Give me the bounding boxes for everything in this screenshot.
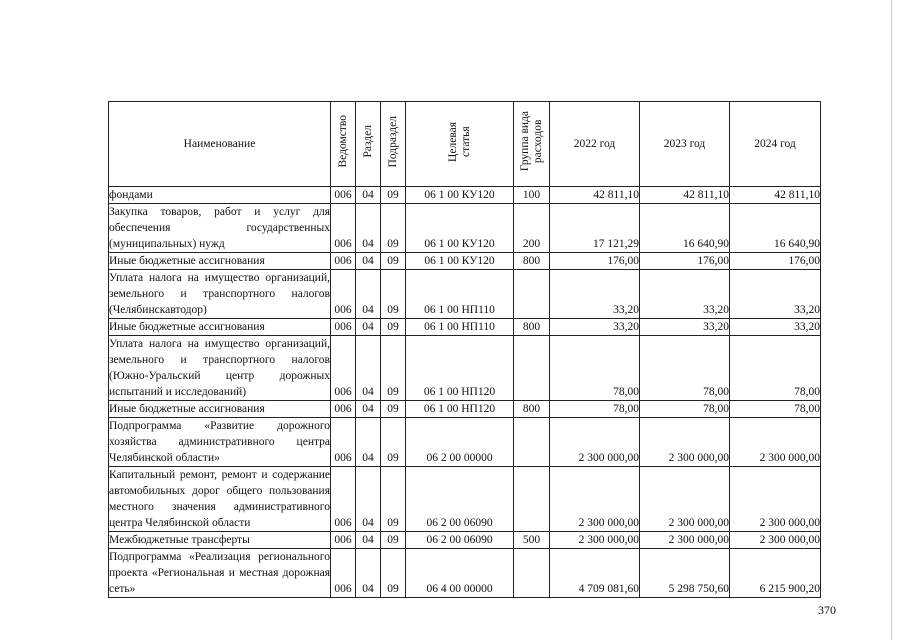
cell-y2023: 33,20 — [640, 319, 730, 336]
cell-section: 04 — [356, 418, 381, 467]
cell-section: 04 — [356, 532, 381, 549]
cell-dept: 006 — [331, 467, 356, 532]
cell-name: Закупка товаров, работ и услуг для обеспечения государственных (муниципальных) нужд — [109, 204, 331, 253]
cell-subsection: 09 — [381, 319, 406, 336]
cell-subsection: 09 — [381, 253, 406, 270]
cell-section: 04 — [356, 187, 381, 204]
cell-target: 06 4 00 00000 — [406, 549, 514, 598]
cell-target: 06 1 00 НП120 — [406, 401, 514, 418]
cell-target: 06 2 00 06090 — [406, 467, 514, 532]
scan-edge-line — [891, 0, 892, 640]
cell-y2024: 2 300 000,00 — [730, 532, 821, 549]
cell-y2023: 2 300 000,00 — [640, 418, 730, 467]
cell-name: Подпрограмма «Развитие дорожного хозяйства административного центра Челябинской области» — [109, 418, 331, 467]
cell-target: 06 1 00 НП120 — [406, 336, 514, 401]
cell-section: 04 — [356, 336, 381, 401]
cell-y2022: 4 709 081,60 — [550, 549, 640, 598]
cell-y2022: 17 121,29 — [550, 204, 640, 253]
cell-y2023: 78,00 — [640, 336, 730, 401]
cell-y2022: 78,00 — [550, 401, 640, 418]
header-2024: 2024 год — [730, 102, 821, 187]
table-row — [109, 549, 821, 598]
cell-subsection: 09 — [381, 270, 406, 319]
cell-section: 04 — [356, 204, 381, 253]
cell-group: 800 — [514, 401, 550, 418]
table-row — [109, 336, 821, 401]
cell-name: Уплата налога на имущество организаций, земельного и транспортного налогов (Южно-Уральский центр дорожных испытаний и исследований) — [109, 336, 331, 401]
cell-group: 500 — [514, 532, 550, 549]
cell-section: 04 — [356, 467, 381, 532]
cell-target: 06 2 00 06090 — [406, 532, 514, 549]
cell-name: Иные бюджетные ассигнования — [109, 401, 331, 418]
header-target: Целевая статья — [406, 102, 514, 187]
cell-name: Иные бюджетные ассигнования — [109, 319, 331, 336]
cell-y2022: 2 300 000,00 — [550, 418, 640, 467]
cell-y2023: 78,00 — [640, 401, 730, 418]
cell-y2024: 6 215 900,20 — [730, 549, 821, 598]
cell-group — [514, 467, 550, 532]
cell-dept: 006 — [331, 401, 356, 418]
cell-target: 06 1 00 КУ120 — [406, 204, 514, 253]
cell-section: 04 — [356, 319, 381, 336]
cell-name: Межбюджетные трансферты — [109, 532, 331, 549]
cell-group: 800 — [514, 253, 550, 270]
cell-group: 200 — [514, 204, 550, 253]
cell-y2024: 78,00 — [730, 336, 821, 401]
cell-name: Уплата налога на имущество организаций, земельного и транспортного налогов (Челябинскавтодор) — [109, 270, 331, 319]
cell-y2023: 176,00 — [640, 253, 730, 270]
table-row — [109, 418, 821, 467]
table-row — [109, 187, 821, 204]
cell-y2024: 2 300 000,00 — [730, 418, 821, 467]
cell-subsection: 09 — [381, 187, 406, 204]
table-row — [109, 467, 821, 532]
cell-target: 06 1 00 КУ120 — [406, 253, 514, 270]
cell-y2024: 176,00 — [730, 253, 821, 270]
cell-section: 04 — [356, 549, 381, 598]
cell-y2024: 42 811,10 — [730, 187, 821, 204]
table-row — [109, 204, 821, 253]
table-row — [109, 532, 821, 549]
cell-dept: 006 — [331, 187, 356, 204]
cell-y2023: 16 640,90 — [640, 204, 730, 253]
cell-target: 06 1 00 НП110 — [406, 319, 514, 336]
cell-target: 06 1 00 НП110 — [406, 270, 514, 319]
cell-name: Подпрограмма «Реализация регионального проекта «Региональная и местная дорожная сеть» — [109, 549, 331, 598]
page-number: 370 — [818, 603, 836, 617]
header-subsection: Подраздел — [381, 102, 406, 187]
cell-group — [514, 270, 550, 319]
cell-y2022: 33,20 — [550, 270, 640, 319]
cell-subsection: 09 — [381, 467, 406, 532]
cell-dept: 006 — [331, 336, 356, 401]
cell-y2022: 176,00 — [550, 253, 640, 270]
cell-dept: 006 — [331, 418, 356, 467]
cell-section: 04 — [356, 270, 381, 319]
cell-dept: 006 — [331, 204, 356, 253]
cell-dept: 006 — [331, 270, 356, 319]
cell-y2024: 2 300 000,00 — [730, 467, 821, 532]
cell-dept: 006 — [331, 532, 356, 549]
cell-y2022: 42 811,10 — [550, 187, 640, 204]
cell-y2024: 33,20 — [730, 319, 821, 336]
cell-y2023: 2 300 000,00 — [640, 467, 730, 532]
cell-y2022: 33,20 — [550, 319, 640, 336]
cell-y2023: 2 300 000,00 — [640, 532, 730, 549]
cell-target: 06 1 00 КУ120 — [406, 187, 514, 204]
header-name: Наименование — [109, 102, 331, 187]
cell-group — [514, 549, 550, 598]
cell-y2022: 2 300 000,00 — [550, 467, 640, 532]
cell-name: Капитальный ремонт, ремонт и содержание автомобильных дорог общего пользования местного значения административного центра Челябинской области — [109, 467, 331, 532]
cell-name: Иные бюджетные ассигнования — [109, 253, 331, 270]
cell-group — [514, 418, 550, 467]
cell-subsection: 09 — [381, 336, 406, 401]
cell-section: 04 — [356, 401, 381, 418]
cell-group — [514, 336, 550, 401]
cell-subsection: 09 — [381, 532, 406, 549]
header-section: Раздел — [356, 102, 381, 187]
cell-y2023: 33,20 — [640, 270, 730, 319]
cell-group: 800 — [514, 319, 550, 336]
cell-subsection: 09 — [381, 401, 406, 418]
cell-subsection: 09 — [381, 549, 406, 598]
cell-dept: 006 — [331, 319, 356, 336]
cell-y2023: 42 811,10 — [640, 187, 730, 204]
cell-y2023: 5 298 750,60 — [640, 549, 730, 598]
cell-y2024: 16 640,90 — [730, 204, 821, 253]
cell-group: 100 — [514, 187, 550, 204]
cell-name: фондами — [109, 187, 331, 204]
cell-subsection: 09 — [381, 204, 406, 253]
header-row — [109, 102, 821, 187]
cell-dept: 006 — [331, 549, 356, 598]
cell-subsection: 09 — [381, 418, 406, 467]
header-2023: 2023 год — [640, 102, 730, 187]
budget-table — [108, 101, 821, 598]
table-row — [109, 401, 821, 418]
cell-dept: 006 — [331, 253, 356, 270]
header-group: Группа вида расходов — [514, 102, 550, 187]
cell-y2024: 78,00 — [730, 401, 821, 418]
cell-y2024: 33,20 — [730, 270, 821, 319]
table-row — [109, 270, 821, 319]
table-row — [109, 253, 821, 270]
cell-y2022: 78,00 — [550, 336, 640, 401]
header-2022: 2022 год — [550, 102, 640, 187]
cell-target: 06 2 00 00000 — [406, 418, 514, 467]
cell-section: 04 — [356, 253, 381, 270]
header-dept: Ведомство — [331, 102, 356, 187]
table-row — [109, 319, 821, 336]
cell-y2022: 2 300 000,00 — [550, 532, 640, 549]
